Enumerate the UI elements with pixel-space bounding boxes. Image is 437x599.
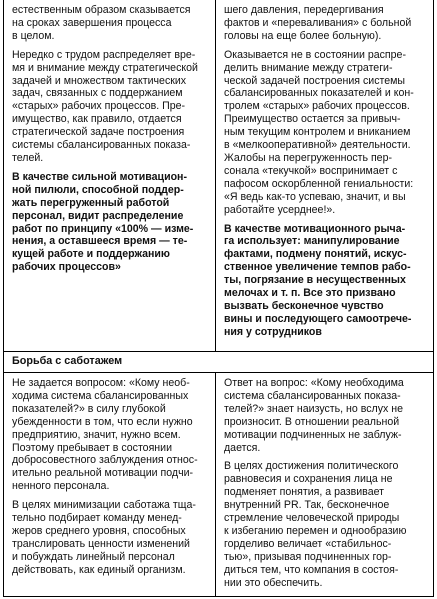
bottom-left-column [4,377,214,583]
paragraph: Оказывается не в состоянии распре- делить внимание между стратеги- ческой задачей построения системы сбалансированных показателей и кон- тролем «старых» рабочих процессов. Преимущество остается за привыч- ным текущим контролем и вниканием в «мелкооперативной» деятельности. Жалобы на перегруженность пер- сонала «текучкой» воспринимает с пафосом оскорбленной гениальности: «Я ведь как-то успеваю, значит, и вы работайте усерднее!». [224,48,414,216]
section-title: Борьба с саботажем [12,355,123,367]
paragraph: Ответ на вопрос: «Кому необходима система сбалансированных показа- телей?» знает наизусть, но вслух не произносит. В отношении реальной мотивации подчиненных не заблуж- дается. [224,377,404,454]
paragraph: шего давления, передергивания фактов и «переваливания» с больной головы на еще более больную). [224,4,412,42]
paragraph: В целях минимизации саботажа тща- тельно подбирает команду менед- жеров среднего уровня, способных транслировать ценности изменений и побуждать линейный персонал действовать, как единый организм. [12,499,196,576]
top-right-column [216,4,432,345]
section-bottom-rule [3,372,434,373]
paragraph: В качестве сильной мотивацион- ной пилюли, способной поддер- жать перегруженный работой персонал, видит распределение работ по принципу «100% — изме- нения, а оставшееся время — те- кущей работе и поддержанию рабочих процессов» [12,170,194,274]
paragraph: В целях достижения политического равновесия и сохранения лица не подменяет понятия, а развивает внутренний PR. Так, бесконечное стремление человеческой природы к избеганию перемен и однообразию горделиво величает «стабильнос- тью», призывая подчиненных гор- диться тем, что компания в состоя- нии это обеспечить. [224,460,407,589]
bottom-right-column [216,377,432,596]
paragraph: В качестве мотивационного рыча- га использует: манипулирование фактами, подмену понятий, искус- ственное увеличение темпов рабо- ты, погрязание в несущественных мелочах и т. п. Все это призвано вызвать бесконечное чувство вины и последующего самоотрече- ния у сотрудников [224,222,412,338]
paragraph: Не задается вопросом: «Кому необ- ходима система сбалансированных показателей?» в силу глубокой убежденности в том, что если нужно предприятию, значит, нужно всем. Поэтому пребывает в состоянии добросовестного заблуждения относ- ительно реальной мотивации подчи- ненного персонала. [12,377,198,493]
paragraph: Нередко с трудом распределяет вре- мя и внимание между стратегической задачей и множеством тактических задач, связанных с поддержанием «старых» рабочих процессов. Пре- имущество, как правило, отдается стратегической задаче построения системы сбалансированных показа- телей. [12,48,198,164]
top-left-column [4,4,214,280]
paragraph: естественным образом сказывается на сроках завершения процесса в целом. [12,4,191,42]
